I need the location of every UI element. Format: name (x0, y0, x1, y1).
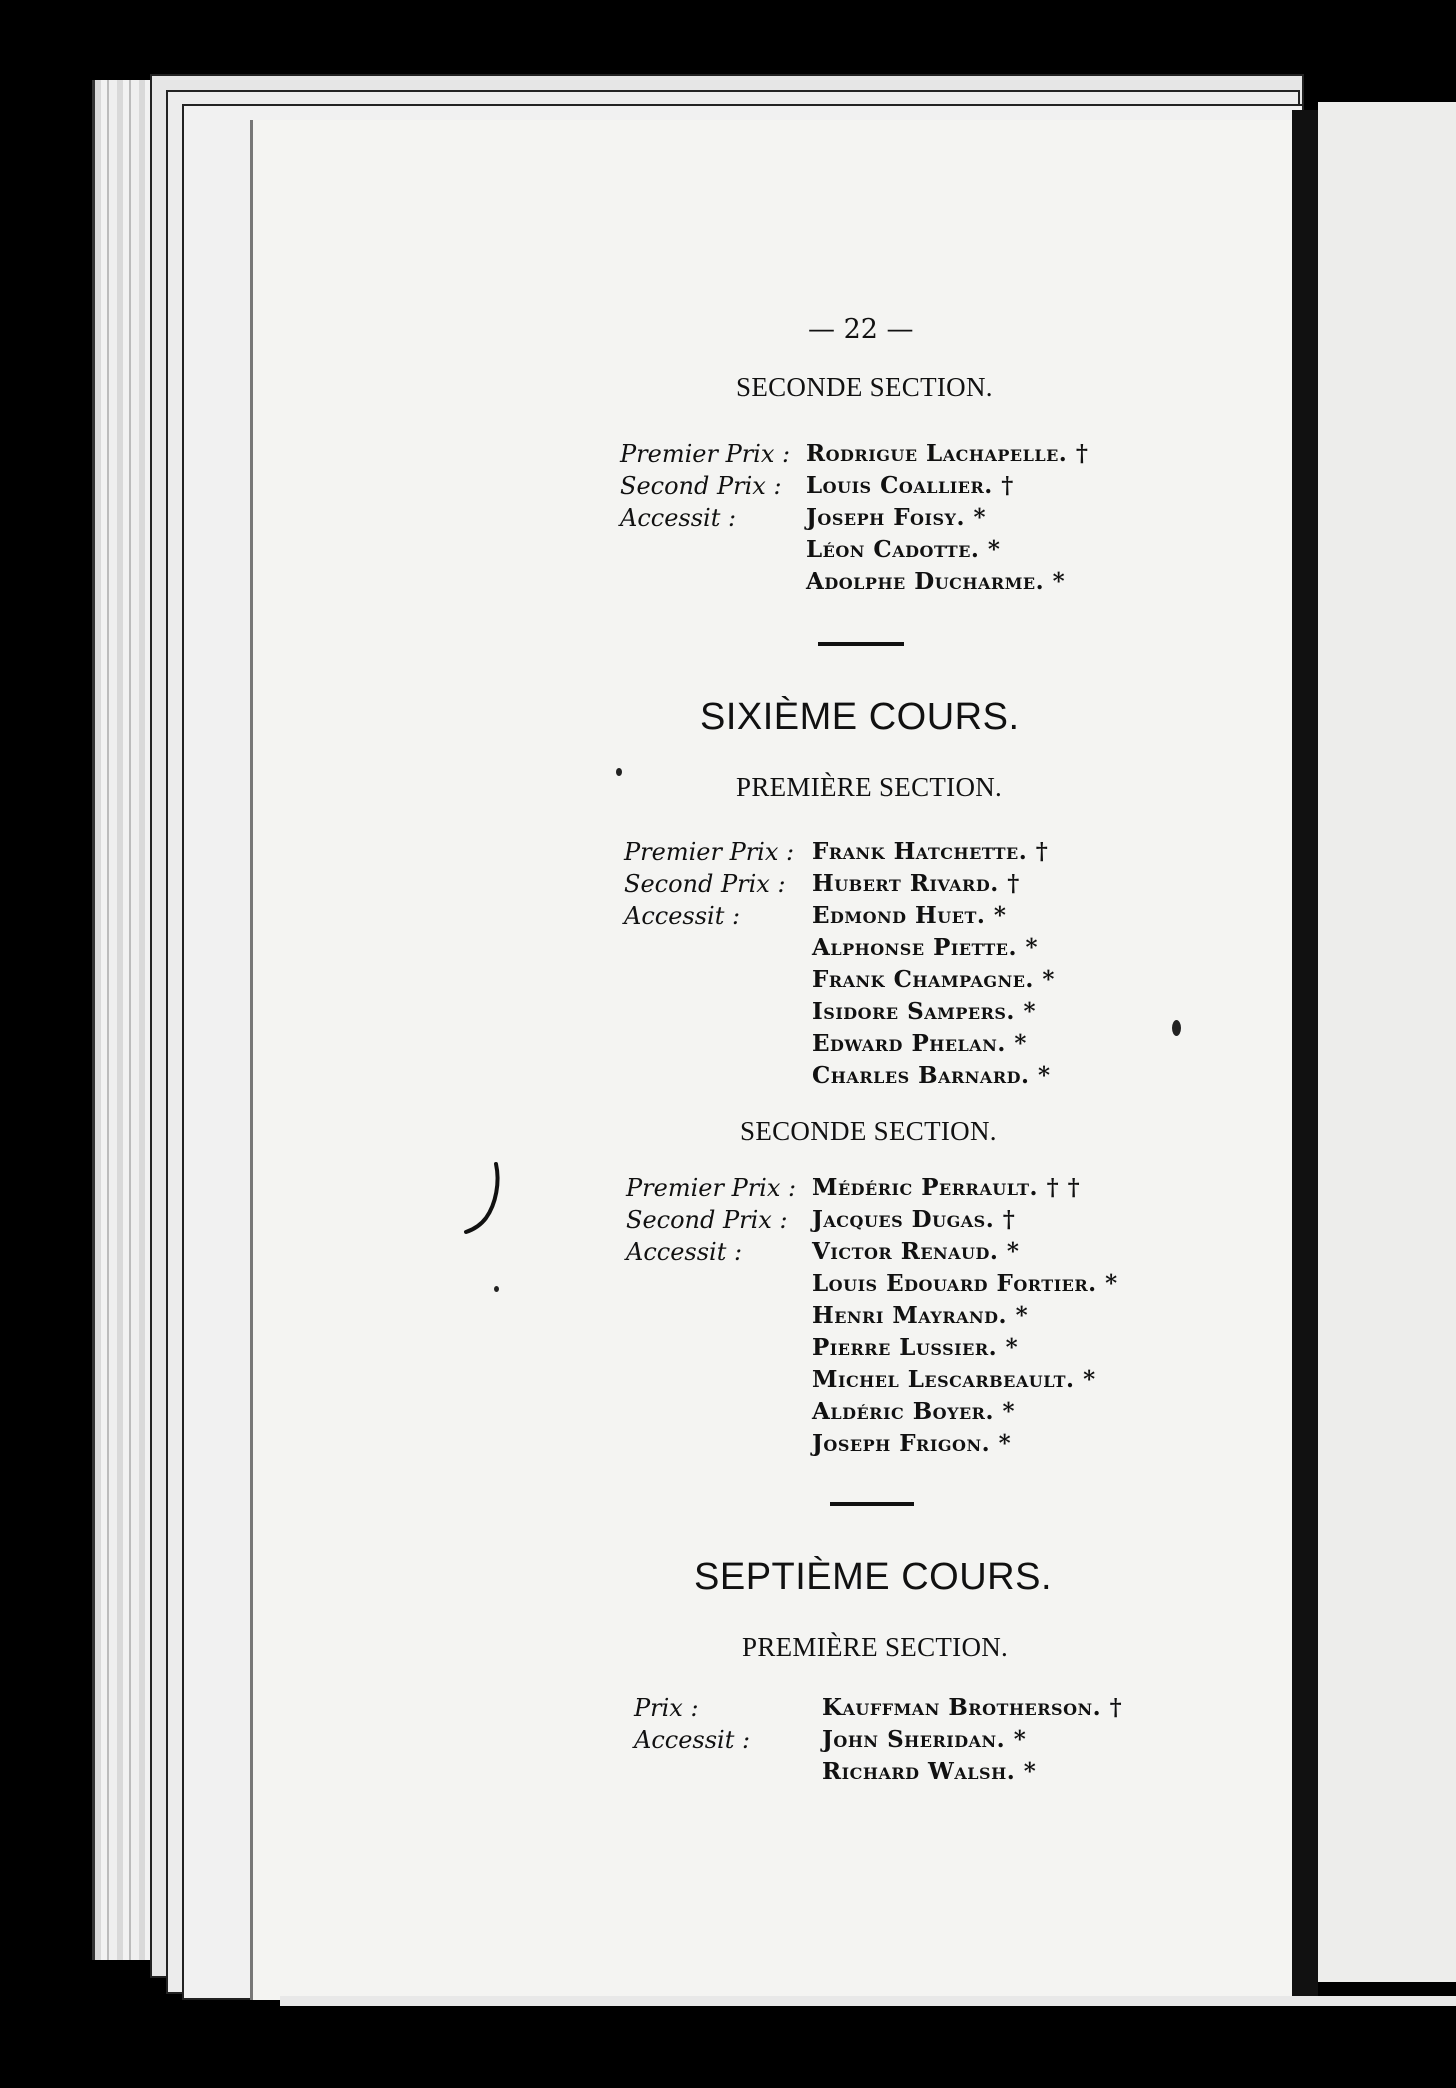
course-heading: SEPTIÈME COURS. (694, 1556, 1052, 1598)
student-name: Louis Coallier. † (806, 472, 1014, 499)
course-heading: SIXIÈME COURS. (700, 696, 1020, 738)
student-name: Rodrigue Lachapelle. † (806, 440, 1089, 467)
student-name: Victor Renaud. * (812, 1238, 1020, 1265)
student-name: Frank Hatchette. † (812, 838, 1049, 865)
divider-rule (830, 1502, 914, 1506)
prize-label: Premier Prix : (624, 838, 795, 866)
prize-label: Prix : (634, 1694, 699, 1722)
student-name: Richard Walsh. * (822, 1758, 1037, 1785)
student-name: Edward Phelan. * (812, 1030, 1027, 1057)
ink-speck (494, 1286, 499, 1292)
section-heading: SECONDE SECTION. (740, 1116, 997, 1146)
student-name: Hubert Rivard. † (812, 870, 1020, 897)
pen-mark (460, 1160, 510, 1240)
prize-label: Accessit : (624, 902, 741, 930)
page-number: — 22 — (808, 314, 914, 345)
student-names (812, 1172, 1118, 1460)
student-name: Henri Mayrand. * (812, 1302, 1029, 1329)
student-name: Louis Edouard Fortier. * (812, 1270, 1118, 1297)
student-name: Edmond Huet. * (812, 902, 1007, 929)
student-name: Jacques Dugas. † (812, 1206, 1016, 1233)
prize-label: Second Prix : (626, 1206, 788, 1234)
prize-label: Premier Prix : (620, 440, 791, 468)
student-names (806, 438, 1088, 598)
student-name: Joseph Foisy. * (806, 504, 986, 531)
prize-labels (626, 1172, 796, 1268)
ink-speck (1172, 1020, 1181, 1036)
student-name: Charles Barnard. * (812, 1062, 1051, 1089)
student-name: Alphonse Piette. * (812, 934, 1039, 961)
student-name: Aldéric Boyer. * (812, 1398, 1016, 1425)
divider-rule (818, 642, 904, 646)
prize-labels (620, 438, 790, 534)
ink-speck (616, 768, 622, 776)
student-name: Médéric Perrault. † † (812, 1174, 1081, 1201)
student-name: Pierre Lussier. * (812, 1334, 1019, 1361)
student-name: Adolphe Ducharme. * (806, 568, 1066, 595)
student-names (822, 1692, 1122, 1788)
prize-labels (624, 836, 794, 932)
prize-label: Second Prix : (624, 870, 786, 898)
prize-labels (634, 1692, 750, 1756)
section-heading: PREMIÈRE SECTION. (736, 772, 1003, 802)
student-name: Frank Champagne. * (812, 966, 1055, 993)
prize-label: Premier Prix : (626, 1174, 797, 1202)
prize-label: Accessit : (626, 1238, 743, 1266)
book-spine-gutter (1292, 110, 1318, 2000)
student-name: Joseph Frigon. * (812, 1430, 1012, 1457)
student-name: Isidore Sampers. * (812, 998, 1036, 1025)
section-heading: SECONDE SECTION. (736, 372, 993, 402)
page-bottom-edge (280, 1996, 1456, 2006)
student-name: Kauffman Brotherson. † (822, 1694, 1123, 1721)
student-name: Michel Lescarbeault. * (812, 1366, 1096, 1393)
prize-label: Accessit : (620, 504, 737, 532)
prize-label: Accessit : (634, 1726, 751, 1754)
facing-page-edge (1318, 102, 1456, 1982)
student-name: John Sheridan. * (822, 1726, 1027, 1753)
student-names (812, 836, 1055, 1092)
section-heading: PREMIÈRE SECTION. (742, 1632, 1009, 1662)
student-name: Léon Cadotte. * (806, 536, 1001, 563)
prize-label: Second Prix : (620, 472, 782, 500)
